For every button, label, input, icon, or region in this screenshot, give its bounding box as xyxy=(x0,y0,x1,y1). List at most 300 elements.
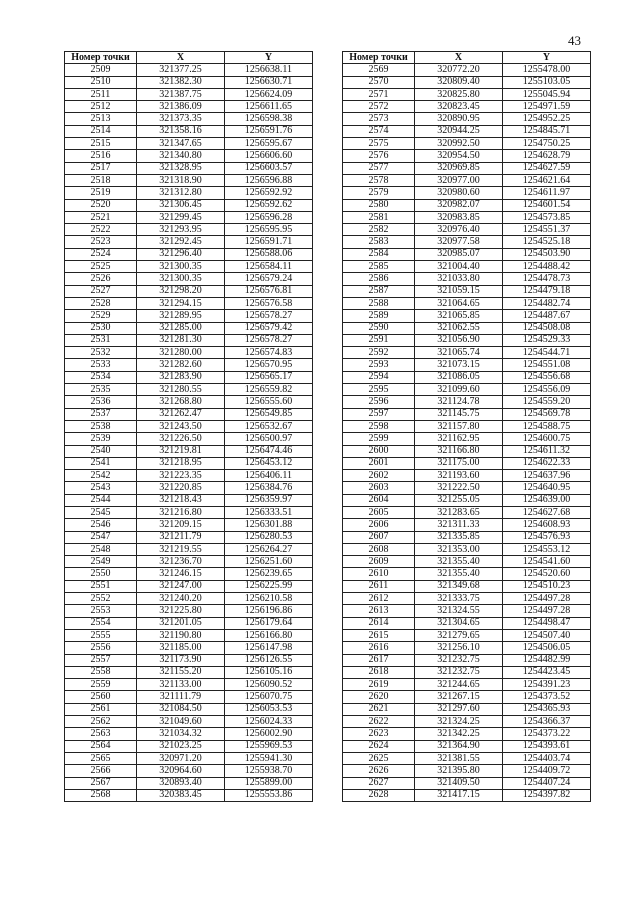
point-number-cell: 2548 xyxy=(65,543,137,555)
point-number-cell: 2540 xyxy=(65,445,137,457)
table-row xyxy=(65,506,313,518)
point-number-cell: 2570 xyxy=(343,76,415,88)
table-row xyxy=(343,457,591,469)
x-cell: 321219.55 xyxy=(137,543,225,555)
point-number-cell: 2563 xyxy=(65,728,137,740)
y-cell: 1256596.28 xyxy=(225,211,313,223)
point-number-cell: 2562 xyxy=(65,716,137,728)
y-cell: 1254487.67 xyxy=(503,310,591,322)
x-cell: 321065.74 xyxy=(415,347,503,359)
header-x: X xyxy=(415,52,503,64)
table-row xyxy=(343,420,591,432)
point-number-cell: 2591 xyxy=(343,334,415,346)
table-row xyxy=(343,642,591,654)
x-cell: 321226.50 xyxy=(137,433,225,445)
y-cell: 1256598.38 xyxy=(225,113,313,125)
header-y: Y xyxy=(225,52,313,64)
x-cell: 321033.80 xyxy=(415,273,503,285)
header-x: X xyxy=(137,52,225,64)
y-cell: 1254366.37 xyxy=(503,716,591,728)
point-number-cell: 2628 xyxy=(343,789,415,801)
x-cell: 321353.00 xyxy=(415,543,503,555)
table-row xyxy=(65,371,313,383)
y-cell: 1255941.30 xyxy=(225,752,313,764)
x-cell: 321409.50 xyxy=(415,777,503,789)
y-cell: 1254541.60 xyxy=(503,556,591,568)
x-cell: 321373.35 xyxy=(137,113,225,125)
table-row xyxy=(65,101,313,113)
y-cell: 1256576.58 xyxy=(225,297,313,309)
table-row xyxy=(343,261,591,273)
x-cell: 321133.00 xyxy=(137,679,225,691)
x-cell: 321049.60 xyxy=(137,716,225,728)
y-cell: 1254373.52 xyxy=(503,691,591,703)
point-number-cell: 2566 xyxy=(65,765,137,777)
table-row xyxy=(65,248,313,260)
y-cell: 1256453.12 xyxy=(225,457,313,469)
y-cell: 1254971.59 xyxy=(503,101,591,113)
y-cell: 1256147.98 xyxy=(225,642,313,654)
y-cell: 1254600.75 xyxy=(503,433,591,445)
point-number-cell: 2588 xyxy=(343,297,415,309)
table-row xyxy=(65,728,313,740)
table-row xyxy=(343,593,591,605)
table-row xyxy=(343,211,591,223)
x-cell: 321300.35 xyxy=(137,273,225,285)
y-cell: 1254503.90 xyxy=(503,248,591,260)
y-cell: 1256210.58 xyxy=(225,593,313,605)
point-number-cell: 2564 xyxy=(65,740,137,752)
y-cell: 1254553.12 xyxy=(503,543,591,555)
table-row xyxy=(343,359,591,371)
table-row xyxy=(343,580,591,592)
x-cell: 320893.40 xyxy=(137,777,225,789)
table-row xyxy=(65,556,313,568)
y-cell: 1254639.00 xyxy=(503,494,591,506)
point-number-cell: 2579 xyxy=(343,187,415,199)
x-cell: 321056.90 xyxy=(415,334,503,346)
point-number-cell: 2518 xyxy=(65,174,137,186)
x-cell: 321222.50 xyxy=(415,482,503,494)
point-number-cell: 2623 xyxy=(343,728,415,740)
table-row xyxy=(343,629,591,641)
y-cell: 1256638.11 xyxy=(225,64,313,76)
point-number-cell: 2580 xyxy=(343,199,415,211)
table-row xyxy=(65,666,313,678)
point-number-cell: 2578 xyxy=(343,174,415,186)
x-cell: 320983.85 xyxy=(415,211,503,223)
table-row xyxy=(343,236,591,248)
point-number-cell: 2550 xyxy=(65,568,137,580)
table-row xyxy=(65,777,313,789)
x-cell: 320971.20 xyxy=(137,752,225,764)
table-row xyxy=(343,371,591,383)
x-cell: 320985.07 xyxy=(415,248,503,260)
point-number-cell: 2513 xyxy=(65,113,137,125)
y-cell: 1254622.33 xyxy=(503,457,591,469)
x-cell: 321280.55 xyxy=(137,384,225,396)
point-number-cell: 2514 xyxy=(65,125,137,137)
point-number-cell: 2520 xyxy=(65,199,137,211)
point-number-cell: 2592 xyxy=(343,347,415,359)
point-number-cell: 2551 xyxy=(65,580,137,592)
x-cell: 321099.60 xyxy=(415,384,503,396)
x-cell: 321243.50 xyxy=(137,420,225,432)
x-cell: 320825.80 xyxy=(415,88,503,100)
y-cell: 1254573.85 xyxy=(503,211,591,223)
x-cell: 321304.65 xyxy=(415,617,503,629)
table-row xyxy=(343,703,591,715)
table-row xyxy=(343,433,591,445)
table-row xyxy=(65,654,313,666)
table-row xyxy=(65,322,313,334)
point-number-cell: 2627 xyxy=(343,777,415,789)
y-cell: 1256570.95 xyxy=(225,359,313,371)
x-cell: 321382.30 xyxy=(137,76,225,88)
point-number-cell: 2610 xyxy=(343,568,415,580)
x-cell: 321293.95 xyxy=(137,224,225,236)
point-number-cell: 2553 xyxy=(65,605,137,617)
x-cell: 321262.47 xyxy=(137,408,225,420)
point-number-cell: 2542 xyxy=(65,470,137,482)
point-number-cell: 2597 xyxy=(343,408,415,420)
point-number-cell: 2537 xyxy=(65,408,137,420)
table-row xyxy=(65,494,313,506)
y-cell: 1254601.54 xyxy=(503,199,591,211)
y-cell: 1256603.57 xyxy=(225,162,313,174)
y-cell: 1254627.68 xyxy=(503,506,591,518)
y-cell: 1254544.71 xyxy=(503,347,591,359)
point-number-cell: 2555 xyxy=(65,629,137,641)
x-cell: 321387.75 xyxy=(137,88,225,100)
x-cell: 321347.65 xyxy=(137,138,225,150)
point-number-cell: 2602 xyxy=(343,470,415,482)
point-number-cell: 2622 xyxy=(343,716,415,728)
y-cell: 1256333.51 xyxy=(225,506,313,518)
y-cell: 1254750.25 xyxy=(503,138,591,150)
x-cell: 321324.55 xyxy=(415,605,503,617)
table-row xyxy=(343,64,591,76)
point-number-cell: 2532 xyxy=(65,347,137,359)
table-row xyxy=(65,519,313,531)
table-row xyxy=(65,64,313,76)
y-cell: 1255969.53 xyxy=(225,740,313,752)
y-cell: 1254640.95 xyxy=(503,482,591,494)
table-row xyxy=(343,568,591,580)
x-cell: 321223.35 xyxy=(137,470,225,482)
point-number-cell: 2534 xyxy=(65,371,137,383)
table-row xyxy=(343,506,591,518)
table-header-row xyxy=(343,52,591,64)
x-cell: 321283.90 xyxy=(137,371,225,383)
y-cell: 1254525.18 xyxy=(503,236,591,248)
x-cell: 321386.09 xyxy=(137,101,225,113)
y-cell: 1254588.75 xyxy=(503,420,591,432)
table-row xyxy=(343,174,591,186)
y-cell: 1256239.65 xyxy=(225,568,313,580)
x-cell: 321145.75 xyxy=(415,408,503,420)
x-cell: 321311.33 xyxy=(415,519,503,531)
y-cell: 1254482.74 xyxy=(503,297,591,309)
y-cell: 1256555.60 xyxy=(225,396,313,408)
x-cell: 321298.20 xyxy=(137,285,225,297)
x-cell: 321280.00 xyxy=(137,347,225,359)
x-cell: 321297.60 xyxy=(415,703,503,715)
point-number-cell: 2599 xyxy=(343,433,415,445)
y-cell: 1256592.92 xyxy=(225,187,313,199)
table-row xyxy=(343,187,591,199)
point-number-cell: 2577 xyxy=(343,162,415,174)
y-cell: 1254508.08 xyxy=(503,322,591,334)
point-number-cell: 2565 xyxy=(65,752,137,764)
x-cell: 320964.60 xyxy=(137,765,225,777)
y-cell: 1254365.93 xyxy=(503,703,591,715)
table-row xyxy=(65,187,313,199)
y-cell: 1254637.96 xyxy=(503,470,591,482)
table-row xyxy=(343,543,591,555)
x-cell: 321062.55 xyxy=(415,322,503,334)
y-cell: 1254621.64 xyxy=(503,174,591,186)
point-number-cell: 2545 xyxy=(65,506,137,518)
x-cell: 321064.65 xyxy=(415,297,503,309)
point-number-cell: 2558 xyxy=(65,666,137,678)
x-cell: 321034.32 xyxy=(137,728,225,740)
x-cell: 320992.50 xyxy=(415,138,503,150)
point-number-cell: 2536 xyxy=(65,396,137,408)
y-cell: 1256384.76 xyxy=(225,482,313,494)
x-cell: 321065.85 xyxy=(415,310,503,322)
point-number-cell: 2586 xyxy=(343,273,415,285)
table-row xyxy=(343,347,591,359)
x-cell: 321355.40 xyxy=(415,556,503,568)
point-number-cell: 2510 xyxy=(65,76,137,88)
table-row xyxy=(65,593,313,605)
point-number-cell: 2596 xyxy=(343,396,415,408)
point-number-cell: 2620 xyxy=(343,691,415,703)
point-number-cell: 2583 xyxy=(343,236,415,248)
x-cell: 321201.05 xyxy=(137,617,225,629)
point-number-cell: 2544 xyxy=(65,494,137,506)
y-cell: 1254845.71 xyxy=(503,125,591,137)
table-row xyxy=(65,273,313,285)
point-number-cell: 2609 xyxy=(343,556,415,568)
y-cell: 1256565.17 xyxy=(225,371,313,383)
x-cell: 321225.80 xyxy=(137,605,225,617)
x-cell: 321340.80 xyxy=(137,150,225,162)
point-number-cell: 2512 xyxy=(65,101,137,113)
y-cell: 1254952.25 xyxy=(503,113,591,125)
table-row xyxy=(343,666,591,678)
point-number-cell: 2582 xyxy=(343,224,415,236)
y-cell: 1256588.06 xyxy=(225,248,313,260)
table-row xyxy=(343,297,591,309)
y-cell: 1256264.27 xyxy=(225,543,313,555)
table-row xyxy=(65,580,313,592)
y-cell: 1254507.40 xyxy=(503,629,591,641)
table-row xyxy=(65,691,313,703)
point-number-cell: 2605 xyxy=(343,506,415,518)
point-number-cell: 2615 xyxy=(343,629,415,641)
y-cell: 1256559.82 xyxy=(225,384,313,396)
x-cell: 321292.45 xyxy=(137,236,225,248)
table-row xyxy=(65,543,313,555)
table-row xyxy=(65,568,313,580)
x-cell: 321324.25 xyxy=(415,716,503,728)
x-cell: 321155.20 xyxy=(137,666,225,678)
point-number-cell: 2573 xyxy=(343,113,415,125)
table-row xyxy=(65,716,313,728)
x-cell: 321111.79 xyxy=(137,691,225,703)
point-number-cell: 2624 xyxy=(343,740,415,752)
y-cell: 1256406.11 xyxy=(225,470,313,482)
table-row xyxy=(65,285,313,297)
y-cell: 1255899.00 xyxy=(225,777,313,789)
y-cell: 1256105.16 xyxy=(225,666,313,678)
point-number-cell: 2538 xyxy=(65,420,137,432)
point-number-cell: 2607 xyxy=(343,531,415,543)
y-cell: 1254397.82 xyxy=(503,789,591,801)
x-cell: 321267.15 xyxy=(415,691,503,703)
table-row xyxy=(65,236,313,248)
x-cell: 321328.95 xyxy=(137,162,225,174)
y-cell: 1256595.67 xyxy=(225,138,313,150)
point-number-cell: 2606 xyxy=(343,519,415,531)
x-cell: 321299.45 xyxy=(137,211,225,223)
x-cell: 320809.40 xyxy=(415,76,503,88)
point-number-cell: 2511 xyxy=(65,88,137,100)
table-row xyxy=(65,359,313,371)
y-cell: 1256630.71 xyxy=(225,76,313,88)
point-number-cell: 2516 xyxy=(65,150,137,162)
table-row xyxy=(343,519,591,531)
table-row xyxy=(65,261,313,273)
table-row xyxy=(65,396,313,408)
x-cell: 321349.68 xyxy=(415,580,503,592)
table-row xyxy=(65,174,313,186)
table-row xyxy=(65,482,313,494)
point-number-cell: 2523 xyxy=(65,236,137,248)
table-row xyxy=(65,605,313,617)
y-cell: 1255553.86 xyxy=(225,789,313,801)
table-row xyxy=(343,322,591,334)
x-cell: 321282.60 xyxy=(137,359,225,371)
table-row xyxy=(65,384,313,396)
y-cell: 1254627.59 xyxy=(503,162,591,174)
point-number-cell: 2546 xyxy=(65,519,137,531)
table-row xyxy=(343,334,591,346)
x-cell: 321073.15 xyxy=(415,359,503,371)
table-row xyxy=(65,629,313,641)
table-row xyxy=(343,716,591,728)
table-row xyxy=(65,703,313,715)
table-row xyxy=(65,334,313,346)
y-cell: 1254409.72 xyxy=(503,765,591,777)
x-cell: 321244.65 xyxy=(415,679,503,691)
table-row xyxy=(343,310,591,322)
table-row xyxy=(343,789,591,801)
y-cell: 1256002.90 xyxy=(225,728,313,740)
y-cell: 1256549.85 xyxy=(225,408,313,420)
table-row xyxy=(65,457,313,469)
x-cell: 321216.80 xyxy=(137,506,225,518)
point-number-cell: 2594 xyxy=(343,371,415,383)
y-cell: 1256359.97 xyxy=(225,494,313,506)
x-cell: 321166.80 xyxy=(415,445,503,457)
x-cell: 321236.70 xyxy=(137,556,225,568)
y-cell: 1254497.28 xyxy=(503,593,591,605)
table-row xyxy=(65,433,313,445)
point-number-cell: 2587 xyxy=(343,285,415,297)
point-number-cell: 2509 xyxy=(65,64,137,76)
point-number-cell: 2526 xyxy=(65,273,137,285)
table-row xyxy=(65,88,313,100)
x-cell: 320977.00 xyxy=(415,174,503,186)
table-row xyxy=(65,752,313,764)
y-cell: 1254478.73 xyxy=(503,273,591,285)
y-cell: 1256584.11 xyxy=(225,261,313,273)
table-row xyxy=(343,777,591,789)
x-cell: 321281.30 xyxy=(137,334,225,346)
table-row xyxy=(343,556,591,568)
x-cell: 321157.80 xyxy=(415,420,503,432)
x-cell: 321185.00 xyxy=(137,642,225,654)
x-cell: 321255.05 xyxy=(415,494,503,506)
table-row xyxy=(343,384,591,396)
y-cell: 1256301.88 xyxy=(225,519,313,531)
table-row xyxy=(343,605,591,617)
table-row xyxy=(65,617,313,629)
x-cell: 320969.85 xyxy=(415,162,503,174)
y-cell: 1256595.95 xyxy=(225,224,313,236)
point-number-cell: 2567 xyxy=(65,777,137,789)
point-number-cell: 2584 xyxy=(343,248,415,260)
y-cell: 1256024.33 xyxy=(225,716,313,728)
x-cell: 320383.45 xyxy=(137,789,225,801)
x-cell: 321173.90 xyxy=(137,654,225,666)
point-number-cell: 2515 xyxy=(65,138,137,150)
table-row xyxy=(343,273,591,285)
y-cell: 1254611.32 xyxy=(503,445,591,457)
point-number-cell: 2603 xyxy=(343,482,415,494)
y-cell: 1255938.70 xyxy=(225,765,313,777)
point-number-cell: 2600 xyxy=(343,445,415,457)
y-cell: 1254482.99 xyxy=(503,654,591,666)
table-row xyxy=(65,76,313,88)
table-row xyxy=(343,765,591,777)
header-y: Y xyxy=(503,52,591,64)
y-cell: 1256576.81 xyxy=(225,285,313,297)
x-cell: 321364.90 xyxy=(415,740,503,752)
point-number-cell: 2530 xyxy=(65,322,137,334)
y-cell: 1256500.97 xyxy=(225,433,313,445)
table-row xyxy=(65,408,313,420)
x-cell: 321124.78 xyxy=(415,396,503,408)
table-row xyxy=(343,617,591,629)
table-row xyxy=(65,310,313,322)
x-cell: 320980.60 xyxy=(415,187,503,199)
point-number-cell: 2601 xyxy=(343,457,415,469)
point-number-cell: 2531 xyxy=(65,334,137,346)
y-cell: 1254373.22 xyxy=(503,728,591,740)
point-number-cell: 2618 xyxy=(343,666,415,678)
point-number-cell: 2595 xyxy=(343,384,415,396)
x-cell: 321247.00 xyxy=(137,580,225,592)
x-cell: 321381.55 xyxy=(415,752,503,764)
y-cell: 1256251.60 xyxy=(225,556,313,568)
x-cell: 321377.25 xyxy=(137,64,225,76)
table-row xyxy=(343,752,591,764)
point-number-cell: 2614 xyxy=(343,617,415,629)
